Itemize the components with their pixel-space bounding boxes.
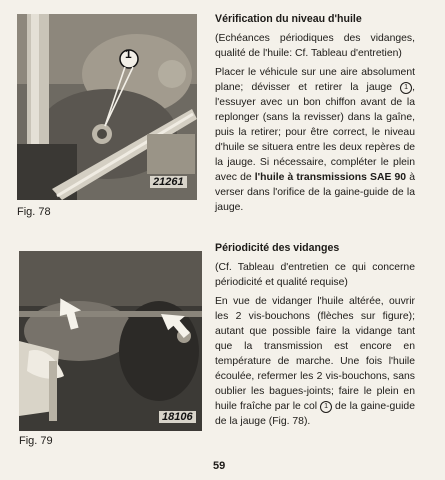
callout-number: 1	[125, 47, 132, 61]
text-run: à verser dans l'orifice de la gaine-guide de la jauge.	[215, 172, 415, 213]
section-drain-interval	[215, 241, 415, 433]
reference-1-icon: 1	[400, 82, 412, 94]
text-run: Placer le véhicule sur une aire absolument plane; dévisser et retirer la jauge	[215, 67, 415, 93]
figure-78-label: Fig. 78	[17, 206, 51, 218]
transmission-photo-79	[19, 251, 202, 431]
text-run: de la gaine-guide de la jauge (Fig. 78).	[215, 401, 415, 427]
figure-79-code: 18106	[159, 411, 196, 423]
text-run: En vue de vidanger l'huile altérée, ouvrir les 2 vis-bouchons (flèches sur figure); autant que possible faire la vidange tant que la transmission est encore en température de marche. Une fois l'huile écoulée, refermer les 2 vis-bouchons, sans oublier les bagues-joints; faire le plein en huile fraîche par le col	[215, 296, 415, 412]
bold-text: l'huile à transmissions SAE 90	[254, 172, 407, 183]
section-oil-level	[215, 12, 415, 219]
text-run: , l'essuyer avec un bon chiffon avant de la replonger (sans la revisser) dans la gaîne, puis la retirer; pour être correct, le niveau d'huile se situera entre les deux repères de la jauge. Si nécessaire, compléter le plein avec de	[215, 82, 415, 183]
paragraph: (Echéances périodiques des vidanges, qualité de l'huile: Cf. Tableau d'entretien)	[215, 33, 415, 59]
figure-79-photo	[19, 251, 202, 431]
figure-78-photo	[17, 14, 197, 200]
engine-photo-78	[17, 14, 197, 200]
paragraph	[215, 65, 415, 215]
paragraph	[215, 294, 415, 429]
page-number: 59	[213, 460, 226, 472]
figure-79-label: Fig. 79	[19, 435, 53, 447]
section-title: Vérification du niveau d'huile	[215, 13, 362, 25]
paragraph: (Cf. Tableau d'entretien ce qui concerne périodicité et qualité requise)	[215, 262, 415, 288]
section-title: Périodicité des vidanges	[215, 242, 340, 254]
reference-1-icon: 1	[320, 401, 332, 413]
figure-78-code: 21261	[150, 176, 187, 188]
